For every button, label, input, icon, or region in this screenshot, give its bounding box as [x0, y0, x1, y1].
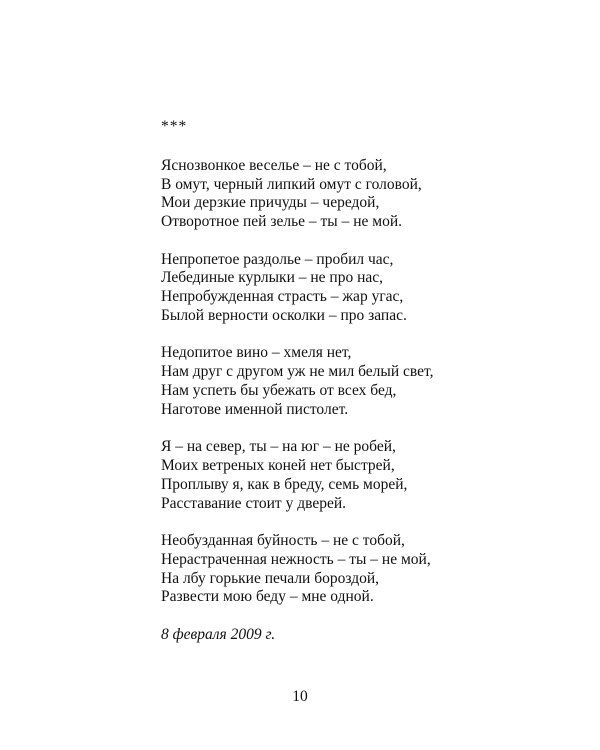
poem-line: Недопитое вино – хмеля нет, [161, 344, 352, 362]
poem-line: Нерастраченная нежность – ты – не мой, [161, 550, 431, 568]
poem-line: Моих ветреных коней нет быстрей, [161, 456, 395, 474]
poem-line: Непропетое раздолье – пробил час, [161, 250, 394, 268]
poem-line: Непробужденная страсть – жар угас, [161, 288, 404, 306]
poem-title-marker: *** [161, 118, 188, 135]
poem-line: Мои дерзкие причуды – чередой, [161, 194, 380, 212]
stanza-5 [161, 532, 561, 607]
poem-line: Яснозвонкое веселье – не с тобой, [161, 156, 387, 174]
stanza-4 [161, 438, 561, 513]
poem-line: Нам успеть бы убежать от всех бед, [161, 381, 397, 399]
page-number: 10 [292, 688, 308, 705]
poem-line: Расставание стоит у дверей. [161, 494, 347, 512]
poem-line: Нам друг с другом уж не мил белый свет, [161, 363, 434, 381]
poem [161, 118, 561, 645]
poem-line: Наготове именной пистолет. [161, 400, 349, 418]
poem-line: На лбу горькие печали бороздой, [161, 569, 380, 587]
stanza-1 [161, 157, 561, 232]
stanza-2 [161, 251, 561, 326]
poem-date: 8 февраля 2009 г. [161, 625, 276, 643]
poem-line: Я – на север, ты – на юг – не робей, [161, 438, 396, 456]
poem-line: Отворотное пей зелье – ты – не мой. [161, 213, 402, 231]
poem-line: Необузданная буйность – не с тобой, [161, 531, 405, 549]
poem-line: Лебединые курлыки – не про нас, [161, 269, 384, 287]
poem-line: Былой верности осколки – про запас. [161, 306, 407, 324]
poem-line: Развести мою беду – мне одной. [161, 588, 374, 606]
poem-line: В омут, черный липкий омут с головой, [161, 175, 422, 193]
poem-line: Проплыву я, как в бреду, семь морей, [161, 475, 408, 493]
stanza-3 [161, 344, 561, 419]
